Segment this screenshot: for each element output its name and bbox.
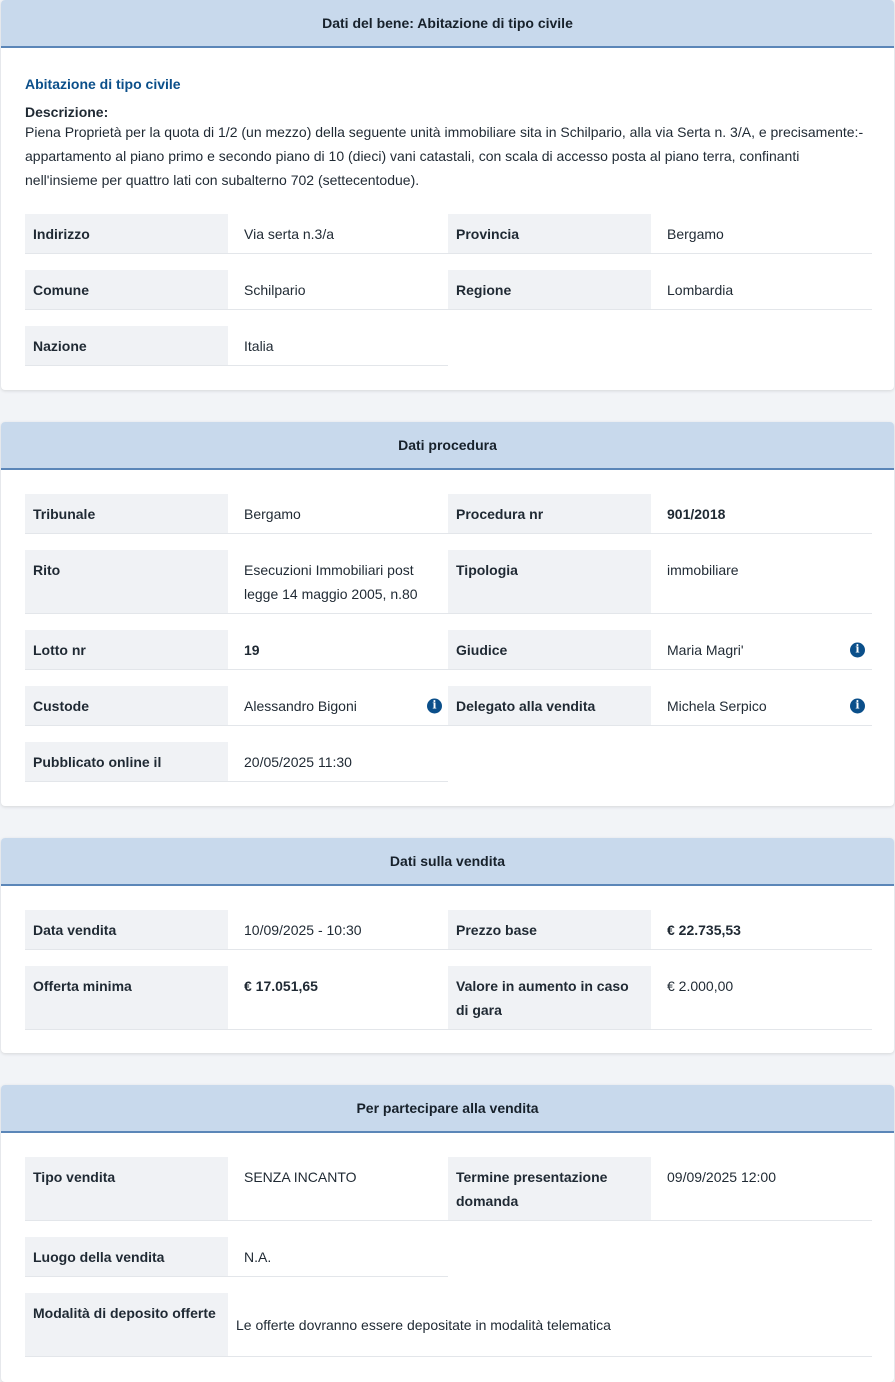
luogo-label: Luogo della vendita: [25, 1237, 228, 1276]
provincia-value: Bergamo: [667, 226, 724, 242]
bene-subtitle: Abitazione di tipo civile: [25, 76, 181, 92]
descrizione-label: Descrizione:: [25, 104, 109, 120]
modalita-value: Le offerte dovranno essere depositate in modalità telematica: [236, 1317, 611, 1333]
row-valore-aumento: [448, 966, 872, 1030]
giudice-label: Giudice: [448, 630, 651, 669]
custode-label: Custode: [25, 686, 228, 725]
row-tribunale: [25, 494, 448, 534]
row-giudice: [448, 630, 872, 670]
row-comune: [25, 270, 448, 310]
row-tipologia: [448, 550, 872, 614]
nazione-label: Nazione: [25, 326, 228, 365]
giudice-value: Maria Magri': [667, 642, 744, 658]
card-header-dati-vendita: Dati sulla vendita: [1, 838, 894, 886]
row-delegato: [448, 686, 872, 726]
row-offerta-minima: [25, 966, 448, 1030]
rito-value: Esecuzioni Immobiliari post legge 14 maggio 2005, n.80: [244, 562, 418, 602]
row-modalita: [25, 1293, 872, 1357]
prezzo-base-label: Prezzo base: [448, 910, 651, 949]
info-icon[interactable]: i: [850, 698, 865, 713]
tipologia-value: immobiliare: [667, 562, 739, 578]
tribunale-label: Tribunale: [25, 494, 228, 533]
provincia-label: Provincia: [448, 214, 651, 253]
tribunale-value: Bergamo: [244, 506, 301, 522]
tipologia-label: Tipologia: [448, 550, 651, 613]
card-dati-vendita: [1, 838, 894, 1053]
delegato-cell: [651, 686, 871, 725]
row-pubblicato: [25, 742, 448, 782]
row-data-vendita: [25, 910, 448, 950]
termine-value: 09/09/2025 12:00: [667, 1169, 776, 1185]
lotto-value: 19: [244, 642, 260, 658]
offerta-minima-label: Offerta minima: [25, 966, 228, 1029]
rito-label: Rito: [25, 550, 228, 613]
row-rito: [25, 550, 448, 614]
data-vendita-value: 10/09/2025 - 10:30: [244, 922, 362, 938]
modalita-label: Modalità di deposito offerte: [25, 1293, 228, 1356]
row-termine: [448, 1157, 872, 1221]
lotto-label: Lotto nr: [25, 630, 228, 669]
row-tipo-vendita: [25, 1157, 448, 1221]
custode-value: Alessandro Bigoni: [244, 698, 357, 714]
card-header-dati-bene: Dati del bene: Abitazione di tipo civile: [1, 0, 894, 48]
pubblicato-value: 20/05/2025 11:30: [244, 754, 352, 770]
card-dati-bene: [1, 0, 894, 390]
row-prezzo-base: [448, 910, 872, 950]
procedura-nr-value: 901/2018: [667, 506, 726, 522]
row-luogo: [25, 1237, 448, 1277]
comune-label: Comune: [25, 270, 228, 309]
row-procedura-nr: [448, 494, 872, 534]
row-custode: [25, 686, 448, 726]
card-header-partecipare: Per partecipare alla vendita: [1, 1085, 894, 1133]
regione-label: Regione: [448, 270, 651, 309]
row-indirizzo: [25, 214, 448, 254]
data-vendita-label: Data vendita: [25, 910, 228, 949]
comune-value: Schilpario: [244, 282, 306, 298]
descrizione-text: Piena Proprietà per la quota di 1/2 (un mezzo) della seguente unità immobiliare sita in Schilpario, alla via Serta n. 3/A, e precisamente:- appartamento al piano primo e secondo piano di 10 (dieci) vani catastali, con scala di accesso posta al piano terra, confinanti nell'insieme per quattro lati con subalterno 702 (settecentodue).: [25, 124, 864, 188]
custode-cell: [228, 686, 448, 725]
row-provincia: [448, 214, 872, 254]
info-icon[interactable]: i: [427, 698, 442, 713]
tipo-vendita-label: Tipo vendita: [25, 1157, 228, 1220]
card-header-dati-procedura: Dati procedura: [1, 422, 894, 470]
row-nazione: [25, 326, 448, 366]
offerta-minima-value: € 17.051,65: [244, 978, 318, 994]
info-icon[interactable]: i: [850, 642, 865, 657]
nazione-value: Italia: [244, 338, 274, 354]
card-partecipare: [1, 1085, 894, 1382]
indirizzo-label: Indirizzo: [25, 214, 228, 253]
row-regione: [448, 270, 872, 310]
giudice-cell: [651, 630, 871, 669]
row-lotto: [25, 630, 448, 670]
prezzo-base-value: € 22.735,53: [667, 922, 741, 938]
luogo-value: N.A.: [244, 1249, 272, 1265]
delegato-value: Michela Serpico: [667, 698, 767, 714]
regione-value: Lombardia: [667, 282, 734, 298]
indirizzo-value: Via serta n.3/a: [244, 226, 335, 242]
valore-aumento-label: Valore in aumento in caso di gara: [448, 966, 651, 1029]
tipo-vendita-value: SENZA INCANTO: [244, 1169, 357, 1185]
pubblicato-label: Pubblicato online il: [25, 742, 228, 781]
delegato-label: Delegato alla vendita: [448, 686, 651, 725]
card-dati-procedura: [1, 422, 894, 806]
termine-label: Termine presentazione domanda: [448, 1157, 651, 1220]
procedura-nr-label: Procedura nr: [448, 494, 651, 533]
valore-aumento-value: € 2.000,00: [667, 978, 734, 994]
